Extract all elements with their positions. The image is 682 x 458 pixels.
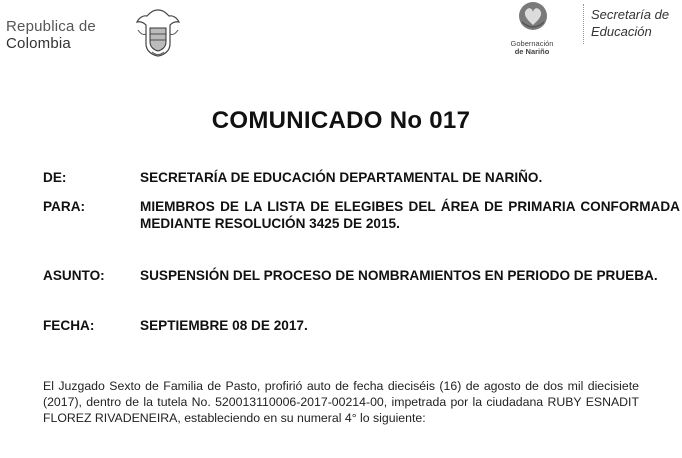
document-title: COMUNICADO No 017 (211, 107, 471, 134)
asunto-label: ASUNTO: (43, 268, 105, 283)
body-paragraph: El Juzgado Sexto de Familia de Pasto, profirió auto de fecha dieciséis (16) de agosto de dos mil diecisiete (2017), dentro de la tutela No. 520013110006-2017-00214-00, impetrada por la ciudadana RUBY ESNADIT FLOREZ RIVADENEIRA, estableciendo en su numeral 4° lo siguiente: (43, 379, 639, 425)
header-divider (583, 4, 584, 44)
fecha-value: SEPTIEMBRE 08 DE 2017. (140, 318, 308, 333)
secretaria-line-1: Secretaría de (591, 7, 670, 22)
coat-of-arms-icon (132, 6, 184, 58)
republica-de-colombia-logo (6, 18, 96, 52)
para-value: MIEMBROS DE LA LISTA DE ELEGIBES DEL ÁREA DE PRIMARIA CONFORMADA MEDIANTE RESOLUCIÓN 3425 DE 2015. (140, 199, 680, 231)
para-label: PARA: (43, 199, 86, 214)
gobernacion-narino-logo-icon (498, 0, 568, 70)
fecha-label: FECHA: (43, 318, 95, 333)
republica-line-1: Republica de (6, 18, 96, 35)
secretaria-line-2: Educación (591, 24, 652, 39)
asunto-value: SUSPENSIÓN DEL PROCESO DE NOMBRAMIENTOS EN PERIODO DE PRUEBA. (140, 268, 658, 283)
gobernacion-line-2: de Nariño (514, 47, 550, 56)
gobernacion-line-1: Gobernación (510, 39, 554, 48)
republica-line-2: Colombia (6, 35, 71, 52)
de-value: SECRETARÍA DE EDUCACIÓN DEPARTAMENTAL DE NARIÑO. (140, 170, 543, 185)
de-label: DE: (43, 170, 67, 185)
gobernacion-label (496, 40, 568, 56)
secretaria-educacion-label (591, 6, 669, 40)
